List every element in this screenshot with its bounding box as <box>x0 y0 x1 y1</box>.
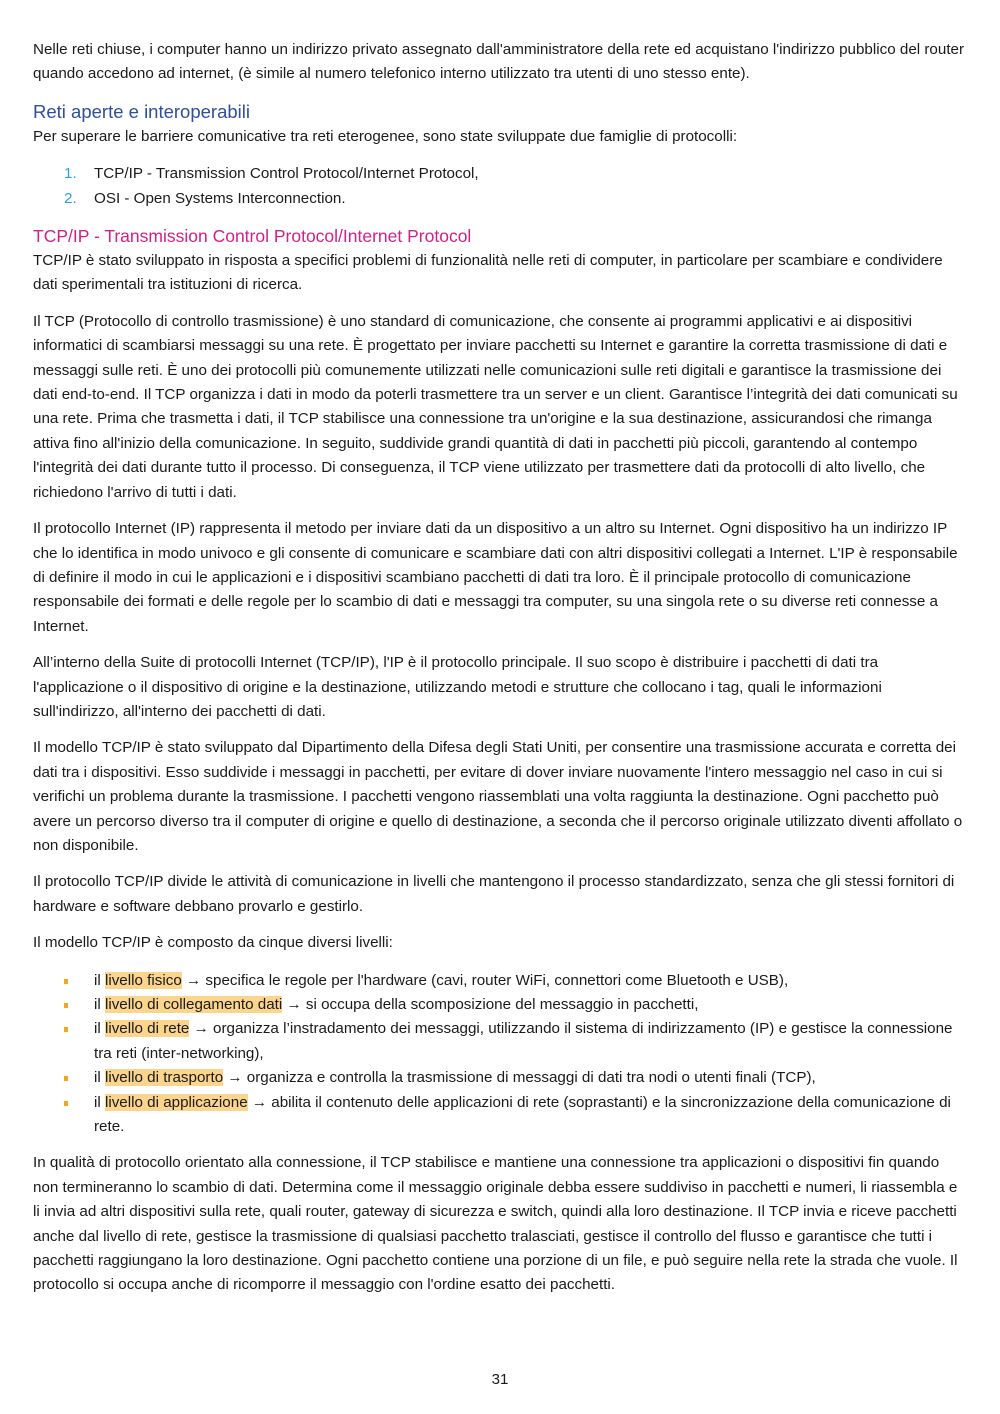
intro-paragraph: Nelle reti chiuse, i computer hanno un indirizzo privato assegnato dall'amministratore della rete ed acquistano l'indirizzo pubblico del router quando accedono ad internet, (è simile al numero telefonico interno utilizzato tra utenti di uno stesso ente). <box>33 41 965 83</box>
level-item <box>33 1017 967 1066</box>
level-description: → organizza l’instradamento dei messaggi, utilizzando il sistema di indirizzamento (IP) e gestisce la connessione tra reti (inter-networking), <box>94 1020 953 1062</box>
level-prefix: il <box>94 1069 105 1087</box>
levels-list <box>33 969 967 1140</box>
reti-paragraph: Per superare le barriere comunicative tra reti eterogenee, sono state sviluppate due famiglie di protocolli: <box>33 127 738 145</box>
paragraph: Il protocollo Internet (IP) rappresenta il metodo per inviare dati da un dispositivo a un altro su Internet. Ogni dispositivo ha un indirizzo IP che lo identifica in modo univoco e gli consente di comunicare e scambiare dati con altri dispositivi collegati a Internet. L'IP è responsabile di definire il modo in cui le applicazioni e i dispositivi scambiano pacchetti di dati tra loro. È il principale protocollo di comunicazione responsabile dei formati e delle regole per lo scambio di dati e messaggi tra computer, su una singola rete o su diverse reti connesse a Internet. <box>33 520 958 635</box>
level-item <box>33 993 967 1017</box>
bullet-icon <box>64 1076 68 1081</box>
level-prefix: il <box>94 971 105 989</box>
level-term-highlight: livello di rete <box>104 1020 190 1038</box>
bullet-icon <box>64 1003 68 1008</box>
heading-reti-aperte: Reti aperte e interoperabili <box>33 100 250 122</box>
list-number: 2. <box>64 189 77 207</box>
level-description: → abilita il contenuto delle applicazioni di rete (soprastanti) e la sincronizzazione della comunicazione di rete. <box>94 1093 951 1136</box>
heading-tcpip: TCP/IP - Transmission Control Protocol/Internet Protocol <box>33 226 472 247</box>
paragraph: TCP/IP è stato sviluppato in risposta a specifici problemi di funzionalità nelle reti di computer, in particolare per scambiare e condividere dati sperimentali tra istituzioni di ricerca. <box>33 252 943 294</box>
final-paragraph: In qualità di protocollo orientato alla connessione, il TCP stabilisce e mantiene una connessione tra applicazioni o dispositivi fin quando non termineranno lo scambio di dati. Determina come il messaggio originale debba essere suddiviso in pacchetti e numeri, li riassembla e li invia ad altri dispositivi sulla rete, quali router, gateway di sicurezza e switch, quindi alla loro destinazione. Il TCP invia e riceve pacchetti anche dal livello di rete, gestisce la trasmissione di qualsiasi pacchetto tralasciati, gestisce il controllo del flusso e garantisce che tutti i pacchetti raggiungano la loro destinazione. Ogni pacchetto contiene una porzione di un file, e può seguire nella rete la strada che vuole. Il protocollo si occupa anche di ricomporre il messaggio con l'ordine esatto dei pacchetti. <box>33 1154 958 1294</box>
paragraph: Il protocollo TCP/IP divide le attività di comunicazione in livelli che mantengono il processo standardizzato, senza che gli stessi fornitori di hardware e software debbano provarlo e gestirlo. <box>33 873 955 915</box>
paragraph: Il TCP (Protocollo di controllo trasmissione) è uno standard di comunicazione, che consente ai programmi applicativi e ai dispositivi informatici di scambiarsi messaggi su una rete. È progettato per inviare pacchetti su Internet e garantire la corretta trasmissione di dati e messaggi sulle reti. È uno dei protocolli più comunemente utilizzati nelle comunicazioni sulle reti digitali e garantisce la trasmissione dei dati end-to-end. Il TCP organizza i dati in modo da poterli trasmettere tra un server e un client. Garantisce l’integrità dei dati comunicati su una rete. Prima che trasmetta i dati, il TCP stabilisce una connessione tra un'origine e la sua destinazione, assicurandosi che rimanga attiva fino all'inizio della comunicazione. In seguito, suddivide grandi quantità di dati in pacchetti più piccoli, garantendo al contempo l'integrità dei dati durante tutto il processo. Di conseguenza, il TCP viene utilizzato per trasmettere dati da protocolli di alto livello, che richiedono l'arrivo di tutti i dati. <box>33 312 958 501</box>
list-item-text: OSI - Open Systems Interconnection. <box>94 189 346 207</box>
level-item <box>33 1091 967 1140</box>
protocol-item <box>33 162 967 186</box>
level-prefix: il <box>94 1093 105 1111</box>
page-number: 31 <box>491 1371 509 1388</box>
paragraph: All’interno della Suite di protocolli Internet (TCP/IP), l'IP è il protocollo principale. Il suo scopo è distribuire i pacchetti di dati tra l'applicazione o il dispositivo di origine e la destinazione, utilizzando metodi e strutture che collocano i tag, quali le informazioni sull'indirizzo, all'interno dei pacchetti di dati. <box>33 654 882 720</box>
level-item <box>33 969 967 993</box>
level-term-highlight: livello di trasporto <box>104 1069 224 1087</box>
level-prefix: il <box>94 1020 105 1038</box>
level-term-highlight: livello di applicazione <box>104 1093 248 1111</box>
protocol-list <box>33 162 967 211</box>
paragraph: Il modello TCP/IP è stato sviluppato dal Dipartimento della Difesa degli Stati Uniti, per consentire una trasmissione accurata e corretta dei dati tra i dispositivi. Esso suddivide i messaggi in pacchetti, per evitare di dover inviare nuovamente l'intero messaggio nel caso in cui si verifichi un problema durante la trasmissione. I pacchetti vengono riassemblati una volta raggiunta la destinazione. Ogni pacchetto può avere un percorso diverso tra il computer di origine e quello di destinazione, a seconda che il percorso originale utilizzato diventi affollato o non disponibile. <box>33 739 963 854</box>
list-item-text: TCP/IP - Transmission Control Protocol/Internet Protocol, <box>94 165 479 183</box>
paragraph: Il modello TCP/IP è composto da cinque diversi livelli: <box>33 934 393 952</box>
protocol-item <box>33 187 967 211</box>
bullet-icon <box>64 979 68 984</box>
level-description: → specifica le regole per l'hardware (cavi, router WiFi, connettori come Bluetooth e USB), <box>181 971 789 989</box>
bullet-icon <box>64 1101 68 1106</box>
level-term-highlight: livello di collegamento dati <box>104 996 283 1013</box>
level-description: → si occupa della scomposizione del messaggio in pacchetti, <box>282 996 699 1013</box>
level-prefix: il <box>94 996 105 1013</box>
list-number: 1. <box>64 165 77 183</box>
level-description: → organizza e controlla la trasmissione di messaggi di dati tra nodi o utenti finali (TCP), <box>223 1069 816 1087</box>
level-term-highlight: livello fisico <box>104 971 182 989</box>
level-item <box>33 1066 967 1090</box>
bullet-icon <box>64 1027 68 1032</box>
document-page <box>33 38 967 1310</box>
